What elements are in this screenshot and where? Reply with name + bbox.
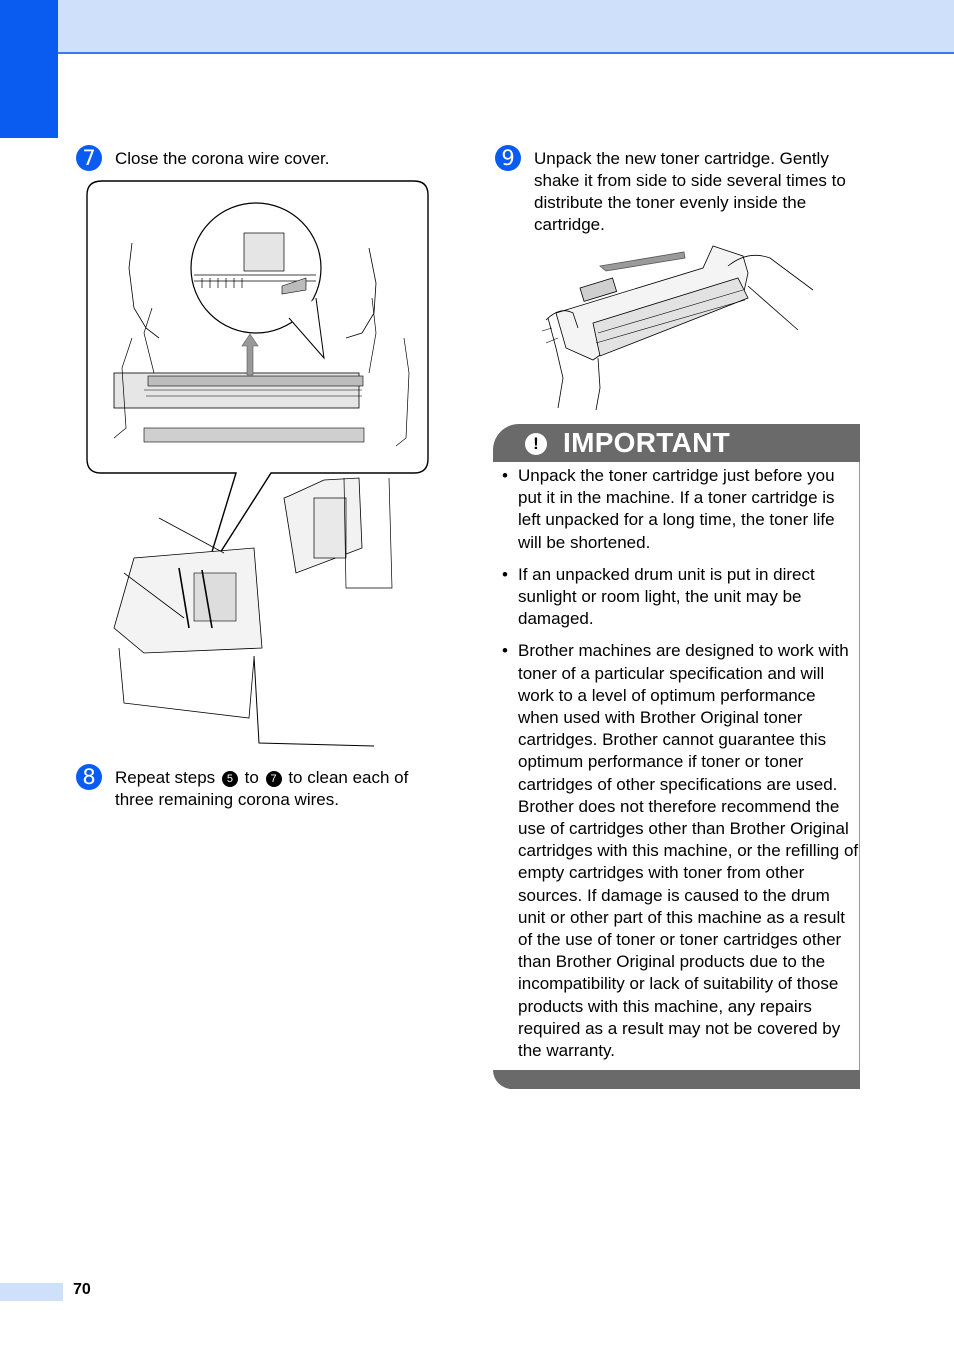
list-item bbox=[493, 640, 859, 1062]
list-item-text: Brother machines are designed to work with toner of a particular specification and will work to a level of optimum performance when used with Brother Original toner cartridges. Brother cannot guarantee this optimum performance if toner or toner cartridges of other specifications are used. Brother does not therefore recommend the use of cartridges other than Brother Original cartridges with this machine, or the refilling of empty cartridges with toner from other sources. If damage is caused to the drum unit or other part of this machine as a result of the use of toner or toner cartridges other than Brother Original products due to the incompatibility or lack of suitability of those products with this machine, any repairs required as a result may not be covered by the warranty. bbox=[518, 641, 859, 1061]
important-title: IMPORTANT bbox=[563, 427, 731, 458]
list-item bbox=[493, 564, 859, 631]
shake-toner-cartridge-illustration bbox=[538, 238, 828, 413]
step-7-badge: 7 bbox=[76, 145, 102, 171]
header-band bbox=[0, 0, 954, 54]
step-9-text: Unpack the new toner cartridge. Gently shake it from side to side several times to distribute the toner evenly inside the cartridge. bbox=[534, 149, 846, 234]
step-8-badge: 8 bbox=[76, 764, 102, 790]
chapter-tab bbox=[0, 0, 58, 138]
list-item bbox=[493, 465, 859, 554]
step-7-text: Close the corona wire cover. bbox=[115, 149, 330, 168]
list-item-text: Unpack the toner cartridge just before you put it in the machine. If a toner cartridge is left unpacked for a long time, the toner life will be shortened. bbox=[518, 466, 835, 552]
important-header bbox=[493, 424, 860, 462]
corona-wire-cover-illustration bbox=[84, 178, 434, 753]
exclamation-icon: ! bbox=[525, 433, 547, 455]
bullet-icon: • bbox=[502, 466, 508, 485]
step-8-text bbox=[115, 767, 440, 811]
important-box bbox=[493, 424, 860, 1089]
page-number: 70 bbox=[73, 1281, 91, 1298]
step-8-before: Repeat steps bbox=[115, 768, 216, 787]
step-ref-5: 5 bbox=[222, 771, 238, 787]
step-8-after: to clean each of three remaining corona wires. bbox=[115, 768, 409, 809]
bullet-icon: • bbox=[502, 641, 508, 661]
step-9-badge: 9 bbox=[495, 145, 521, 171]
important-footer bbox=[493, 1070, 860, 1089]
important-body bbox=[493, 462, 860, 1070]
step-ref-7: 7 bbox=[266, 771, 282, 787]
page-number-tab bbox=[0, 1283, 63, 1301]
bullet-icon: • bbox=[502, 564, 508, 584]
list-item-text: If an unpacked drum unit is put in direct sunlight or room light, the unit may be damaged. bbox=[518, 564, 815, 629]
step-8-middle: to bbox=[244, 768, 259, 787]
important-list bbox=[493, 465, 857, 1062]
